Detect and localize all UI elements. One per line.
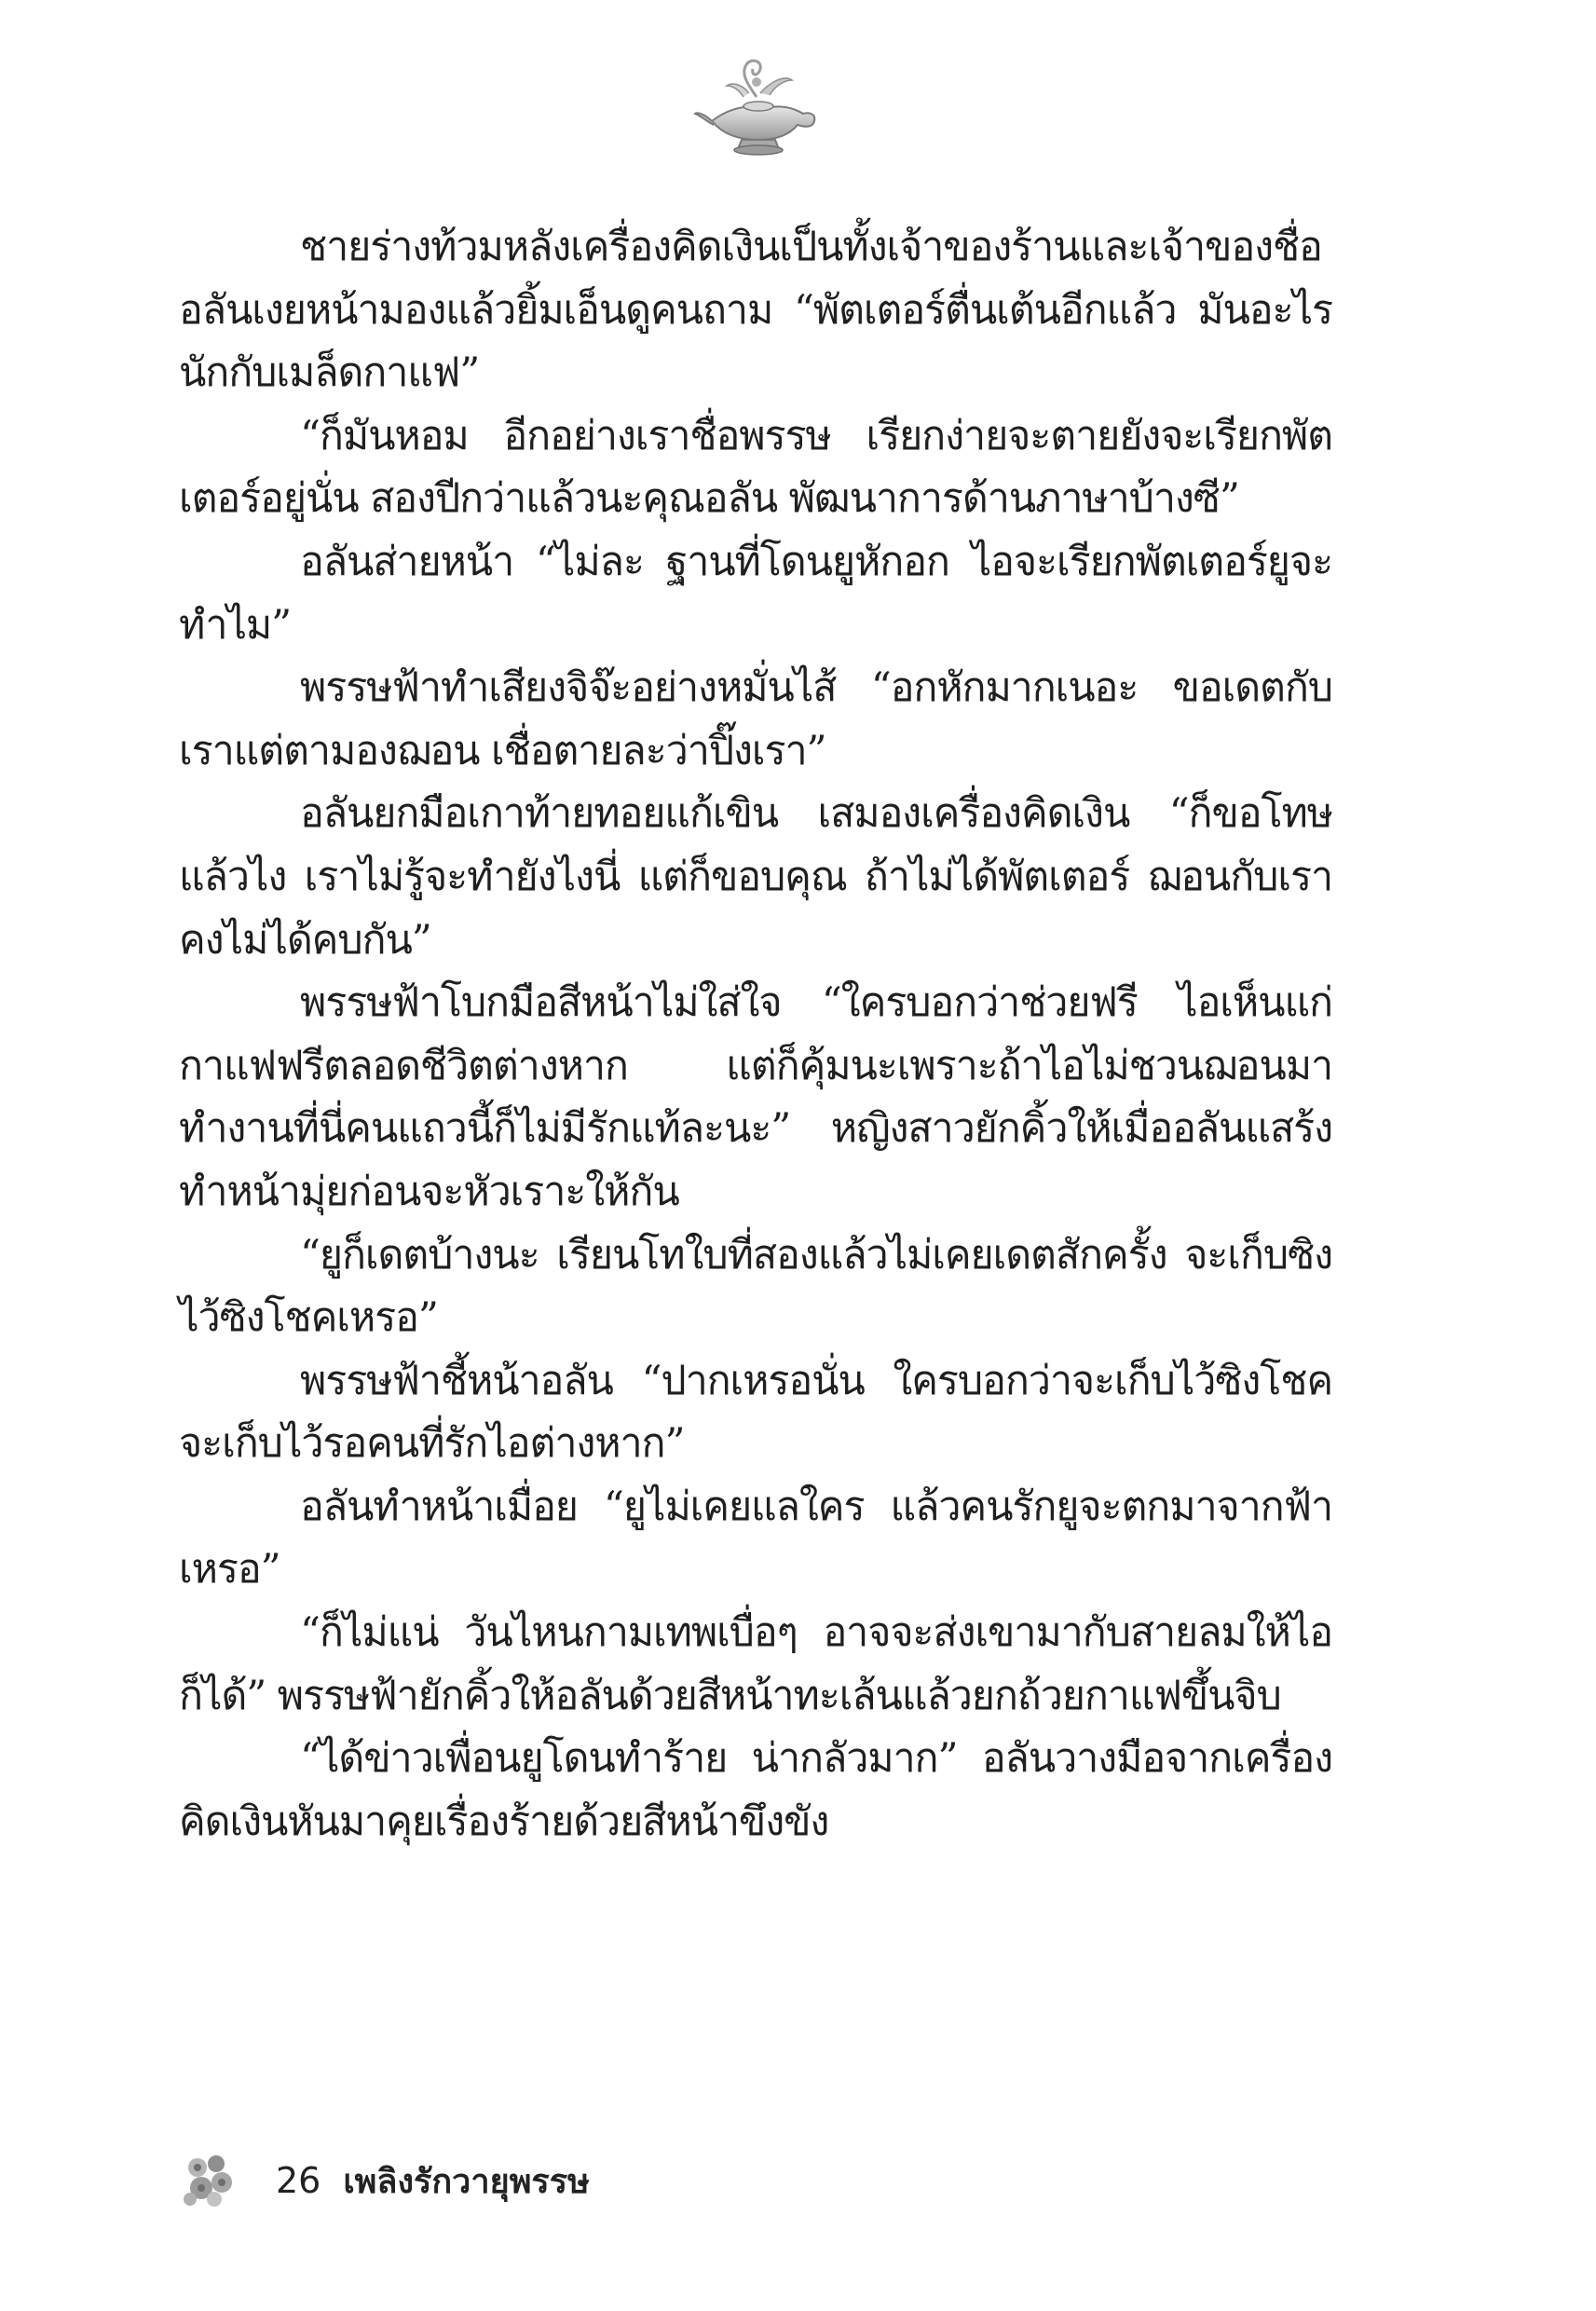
paragraph: อลันยกมือเกาท้ายทอยแก้เขิน เสมองเครื่องคิดเงิน “ก็ขอโทษแล้วไง เราไม่รู้จะทำยังไงนี่ แต่ก็ขอบคุณ ถ้าไม่ได้พัตเตอร์ ฌอนกับเราคงไม่ได้คบกัน”	[179, 790, 1332, 964]
paragraph: พรรษฟ้าชี้หน้าอลัน “ปากเหรอนั่น ใครบอกว่าจะเก็บไว้ซิงโชคจะเก็บไว้รอคนที่รักไอต่างหาก”	[179, 1357, 1332, 1468]
story-text	[179, 216, 1332, 1853]
paragraph: อลันทำหน้าเมื่อย “ยูไม่เคยแลใคร แล้วคนรักยูจะตกมาจากฟ้าเหรอ”	[179, 1483, 1332, 1593]
paragraph: “ก็ไม่แน่ วันไหนกามเทพเบื่อๆ อาจจะส่งเขามากับสายลมให้ไอก็ได้” พรรษฟ้ายักคิ้วให้อลันด้วยสีหน้าทะเล้นแล้วยกถ้วยกาแฟขึ้นจิบ	[179, 1609, 1332, 1719]
page-footer	[179, 2148, 590, 2213]
paragraph: ชายร่างท้วมหลังเครื่องคิดเงินเป็นทั้งเจ้าของร้านและเจ้าของชื่ออลันเงยหน้ามองแล้วยิ้มเอ็นดูคนถาม “พัตเตอร์ตื่นเต้นอีกแล้ว มันอะไรนักกับเมล็ดกาแฟ”	[179, 224, 1332, 397]
paragraph: พรรษฟ้าทำเสียงจิจ๊ะอย่างหมั่นไส้ “อกหักมากเนอะ ขอเดตกับเราแต่ตามองฌอน เชื่อตายละว่าปิ๊งเรา”	[179, 664, 1332, 774]
paragraph: พรรษฟ้าโบกมือสีหน้าไม่ใส่ใจ “ใครบอกว่าช่วยฟรี ไอเห็นแก่กาแฟฟรีตลอดชีวิตต่างหาก แต่ก็คุ้มนะเพราะถ้าไอไม่ชวนฌอนมาทำงานที่นี่คนแถวนี้ก็ไม่มีรักแท้ละนะ” หญิงสาวยักคิ้วให้เมื่ออลันแสร้งทำหน้ามุ่ยก่อนจะหัวเราะให้กัน	[179, 979, 1332, 1215]
paragraph: อลันส่ายหน้า “ไม่ละ ฐานที่โดนยูหักอก ไอจะเรียกพัตเตอร์ยูจะทำไม”	[179, 538, 1332, 649]
lamp-with-fairy-icon	[691, 56, 822, 158]
paragraph: “ได้ข่าวเพื่อนยูโดนทำร้าย น่ากลัวมาก” อลันวางมือจากเครื่องคิดเงินหันมาคุยเรื่องร้ายด้วยสีหน้าขึงขัง	[179, 1735, 1332, 1845]
page-number: 26	[276, 2160, 321, 2201]
paragraph: “ก็มันหอม อีกอย่างเราชื่อพรรษ เรียกง่ายจะตายยังจะเรียกพัตเตอร์อยู่นั่น สองปีกว่าแล้วนะคุณอลัน พัฒนาการด้านภาษาบ้างซี”	[179, 412, 1332, 523]
flower-ornament-icon	[179, 2151, 239, 2210]
paragraph: “ยูก็เดตบ้างนะ เรียนโทใบที่สองแล้วไม่เคยเดตสักครั้ง จะเก็บซิงไว้ซิงโชคเหรอ”	[179, 1231, 1332, 1342]
book-title: เพลิงรักวายุพรรษ	[343, 2162, 590, 2201]
